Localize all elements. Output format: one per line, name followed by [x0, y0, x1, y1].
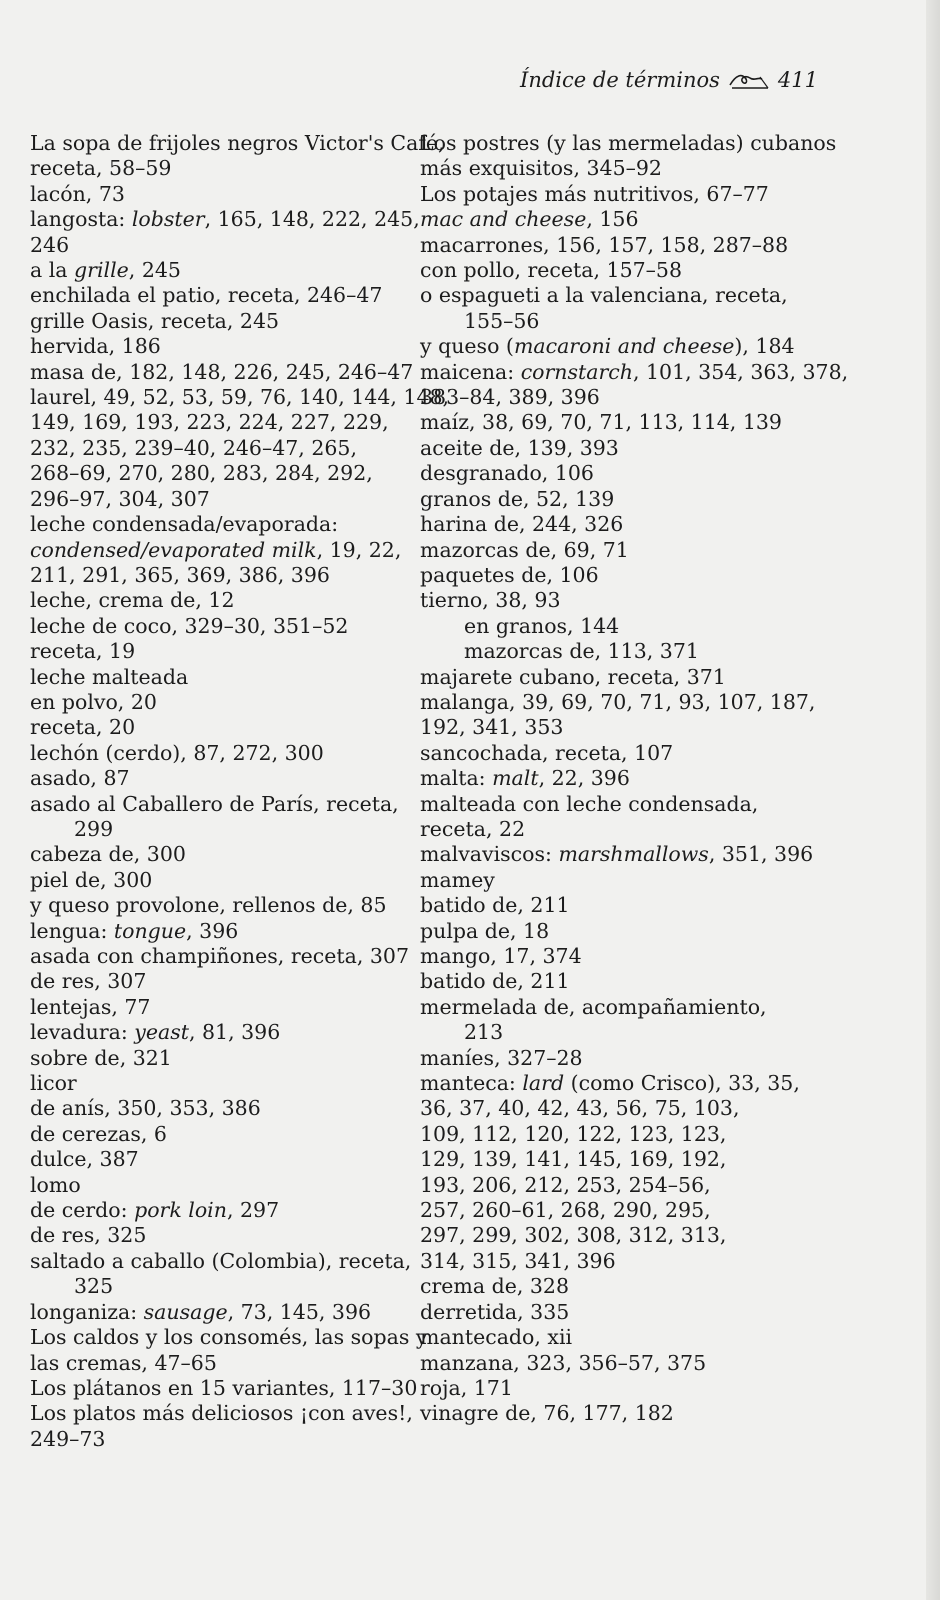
index-entry: leche de coco, 329–30, 351–52 — [30, 613, 349, 638]
index-entry: lacón, 73 — [30, 181, 125, 206]
index-entry — [30, 1020, 410, 1045]
index-subentry: grille Oasis, receta, 245 — [30, 308, 280, 333]
index-subentry: crema de, 328 — [420, 1274, 570, 1299]
index-subentry: 36, 37, 40, 42, 43, 56, 75, 103, — [420, 1096, 740, 1121]
english-term: condensed/evaporated milk — [30, 537, 317, 562]
index-subentry: batido de, 211 — [420, 969, 570, 994]
index-subentry: de anís, 350, 353, 386 — [30, 1096, 261, 1121]
index-subentry: 297, 299, 302, 308, 312, 313, — [420, 1223, 727, 1248]
entry-text: longaniza: — [30, 1299, 144, 1324]
entry-text: de cerdo: — [30, 1198, 135, 1223]
entry-text: manteca: — [420, 1071, 523, 1096]
index-subentry — [30, 538, 410, 563]
index-entry: mango, 17, 374 — [420, 944, 582, 968]
index-subentry: tierno, 38, 93 — [420, 588, 561, 613]
english-term: grille — [74, 258, 129, 283]
index-entry: lechón (cerdo), 87, 272, 300 — [30, 740, 324, 765]
index-subentry: de res, 307 — [30, 969, 147, 994]
index-subentry: cabeza de, 300 — [30, 842, 186, 867]
index-entry: lomo — [30, 1172, 81, 1197]
index-entry: maníes, 327–28 — [420, 1045, 583, 1070]
english-term: yeast — [134, 1020, 189, 1045]
entry-pages: , 73, 145, 396 — [227, 1299, 372, 1324]
index-subentry: roja, 171 — [420, 1375, 513, 1400]
index-subentry: receta, 58–59 — [30, 156, 172, 181]
index-entry: mantecado, xii — [420, 1325, 573, 1350]
index-subentry: dulce, 387 — [30, 1147, 139, 1172]
english-term: cornstarch — [520, 359, 633, 384]
index-subentry: piel de, 300 — [30, 867, 153, 892]
index-entry — [420, 1071, 802, 1096]
english-term: pork loin — [134, 1198, 227, 1223]
index-subentry: sancochada, receta, 107 — [420, 740, 674, 765]
entry-pages: , 245 — [128, 258, 181, 283]
page-number: 411 — [777, 68, 818, 92]
index-subentry: asado al Caballero de París, receta, — [30, 791, 399, 816]
index-subentry: 257, 260–61, 268, 290, 295, — [420, 1198, 711, 1223]
running-header — [520, 68, 818, 92]
index-entry: Los platos más deliciosos ¡con aves!, — [30, 1401, 413, 1426]
index-entry: Los postres (y las mermeladas) cubanos — [420, 131, 837, 155]
index-subentry: 325 — [74, 1274, 114, 1299]
index-entry: licor — [30, 1071, 77, 1096]
index-subentry: 149, 169, 193, 223, 224, 227, 229, — [30, 410, 389, 435]
entry-pages: , 351, 396 — [708, 842, 814, 867]
index-subentry: paquetes de, 106 — [420, 562, 599, 587]
index-subentry: 299 — [74, 816, 114, 841]
index-subentry: más exquisitos, 345–92 — [420, 156, 662, 181]
index-subentry: mermelada de, acompañamiento, — [420, 994, 767, 1019]
index-subentry: 246 — [30, 232, 70, 257]
index-subentry: receta, 19 — [30, 639, 136, 664]
decorative-flourish-icon — [728, 69, 770, 91]
index-entry — [30, 1300, 410, 1325]
index-entry: Los potajes más nutritivos, 67–77 — [420, 181, 769, 206]
index-subentry: enchilada el patio, receta, 246–47 — [30, 283, 383, 308]
index-subentry: de res, 325 — [30, 1223, 147, 1248]
index-entry — [420, 766, 802, 791]
entry-pages: , 156 — [586, 207, 639, 232]
index-subentry — [30, 258, 410, 283]
english-term: malt — [492, 766, 539, 791]
english-term: lard — [522, 1071, 565, 1096]
index-entry: macarrones, 156, 157, 158, 287–88 — [420, 232, 789, 257]
index-subentry: 192, 341, 353 — [420, 715, 564, 740]
index-entry — [30, 919, 410, 944]
english-term: lobster — [131, 207, 205, 232]
index-subentry: y queso provolone, rellenos de, 85 — [30, 893, 387, 918]
index-subentry: 268–69, 270, 280, 283, 284, 292, — [30, 461, 373, 486]
entry-text: malta: — [420, 766, 493, 791]
index-entry: laurel, 49, 52, 53, 59, 76, 140, 144, 148, — [30, 385, 450, 410]
index-subentry: 155–56 — [464, 308, 540, 333]
index-subentry: mazorcas de, 113, 371 — [464, 639, 699, 664]
index-subentry: 211, 291, 365, 369, 386, 396 — [30, 562, 330, 587]
index-subentry: 232, 235, 239–40, 246–47, 265, — [30, 435, 357, 460]
index-subentry: saltado a caballo (Colombia), receta, — [30, 1248, 412, 1273]
index-subentry: vinagre de, 76, 177, 182 — [420, 1401, 674, 1426]
entry-text: a la — [30, 258, 75, 283]
entry-pages: (como Crisco), 33, 35, — [564, 1071, 800, 1096]
index-entry: Los caldos y los consomés, las sopas y — [30, 1325, 428, 1350]
index-subentry: 314, 315, 341, 396 — [420, 1248, 616, 1273]
index-column-right — [420, 131, 849, 1427]
entry-pages: , 101, 354, 363, 378, — [632, 359, 849, 384]
index-column-left — [30, 131, 450, 1452]
index-entry: Los plátanos en 15 variantes, 117–30 — [30, 1375, 418, 1400]
index-subentry: con pollo, receta, 157–58 — [420, 258, 682, 283]
index-subentry: batido de, 211 — [420, 893, 570, 918]
index-subentry: 383–84, 389, 396 — [420, 385, 600, 410]
index-entry: leche, crema de, 12 — [30, 588, 235, 613]
entry-pages: , 396 — [186, 918, 239, 943]
index-subentry: 213 — [464, 1020, 504, 1045]
index-subentry: de cerezas, 6 — [30, 1121, 167, 1146]
index-subentry: 296–97, 304, 307 — [30, 486, 210, 511]
index-subentry: pulpa de, 18 — [420, 918, 550, 943]
index-subentry: en granos, 144 — [464, 613, 620, 638]
index-entry — [420, 842, 814, 867]
entry-text: maicena: — [420, 359, 521, 384]
index-subentry — [420, 334, 802, 359]
entry-pages: , 81, 396 — [188, 1020, 281, 1045]
english-term: tongue — [113, 918, 187, 943]
index-subentry: hervida, 186 — [30, 334, 161, 359]
index-entry: leche malteada — [30, 664, 189, 689]
index-entry — [30, 207, 420, 232]
index-subentry: derretida, 335 — [420, 1299, 570, 1324]
index-subentry: o espagueti a la valenciana, receta, — [420, 283, 788, 308]
index-subentry: granos de, 52, 139 — [420, 486, 615, 511]
index-subentry: aceite de, 139, 393 — [420, 435, 619, 460]
index-entry: La sopa de frijoles negros Victor's Café, — [30, 131, 445, 155]
index-subentry: receta, 20 — [30, 715, 136, 740]
entry-text: lengua: — [30, 918, 114, 943]
index-entry: lentejas, 77 — [30, 994, 151, 1019]
english-term: sausage — [143, 1299, 228, 1324]
entry-pages: ), 184 — [734, 334, 795, 359]
index-entry: manzana, 323, 356–57, 375 — [420, 1350, 707, 1375]
entry-pages: , 165, 148, 222, 245, — [204, 207, 420, 232]
index-subentry: desgranado, 106 — [420, 461, 594, 486]
entry-text: malvaviscos: — [420, 842, 559, 867]
index-subentry: 109, 112, 120, 122, 123, 123, — [420, 1121, 727, 1146]
entry-pages: , 297 — [226, 1198, 280, 1223]
index-entry: malteada con leche condensada, — [420, 791, 759, 816]
index-subentry: las cremas, 47–65 — [30, 1350, 217, 1375]
index-subentry: en polvo, 20 — [30, 689, 157, 714]
index-subentry — [30, 1198, 410, 1223]
index-entry: malanga, 39, 69, 70, 71, 93, 107, 187, — [420, 689, 816, 714]
english-term: mac and cheese — [420, 207, 587, 232]
entry-pages: , 22, 396 — [538, 766, 630, 791]
entry-text: y queso ( — [420, 334, 514, 359]
entry-text: langosta: — [30, 207, 132, 232]
english-term: macaroni and cheese — [513, 334, 735, 359]
english-term: marshmallows — [558, 842, 709, 867]
index-subentry: harina de, 244, 326 — [420, 512, 624, 537]
entry-pages: , 19, 22, — [316, 537, 402, 562]
index-entry — [420, 207, 802, 232]
entry-text: levadura: — [30, 1020, 135, 1045]
index-entry: leche condensada/evaporada: — [30, 512, 339, 537]
index-subentry: 193, 206, 212, 253, 254–56, — [420, 1172, 711, 1197]
index-subentry: masa de, 182, 148, 226, 245, 246–47 — [30, 359, 414, 384]
page-edge — [926, 0, 940, 1600]
index-entry: majarete cubano, receta, 371 — [420, 664, 726, 689]
index-subentry: asado, 87 — [30, 766, 130, 791]
index-subentry: mazorcas de, 69, 71 — [420, 537, 629, 562]
index-subentry: 249–73 — [30, 1426, 106, 1451]
index-entry — [420, 359, 849, 385]
index-entry: maíz, 38, 69, 70, 71, 113, 114, 139 — [420, 410, 782, 435]
index-subentry: 129, 139, 141, 145, 169, 192, — [420, 1147, 727, 1172]
index-subentry: asada con champiñones, receta, 307 — [30, 944, 409, 968]
index-subentry: receta, 22 — [420, 816, 526, 841]
header-title: Índice de términos — [520, 68, 720, 92]
index-entry: mamey — [420, 867, 495, 892]
index-subentry: sobre de, 321 — [30, 1045, 172, 1070]
